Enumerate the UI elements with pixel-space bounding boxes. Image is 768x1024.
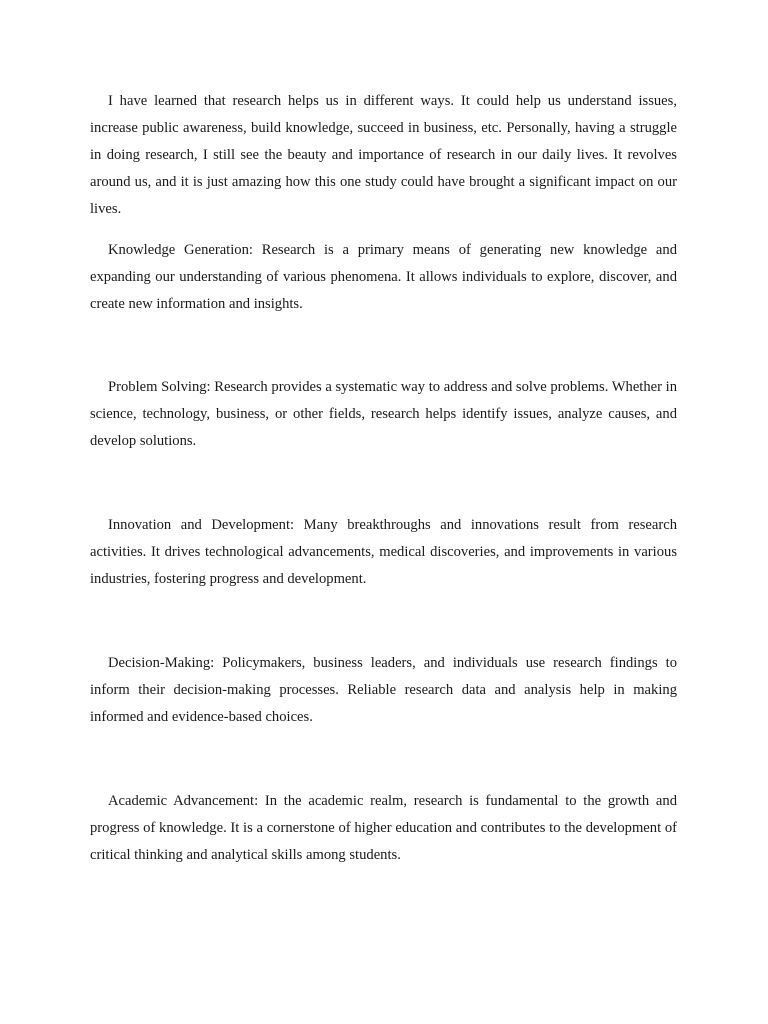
intro-paragraph: I have learned that research helps us in different ways. It could help us understand issues, increase public awareness, build knowledge, succeed in business, etc. Personally, having a struggle in doing research, I still see the beauty and importance of research in our daily lives. It revolves around us, and it is just amazing how this one study could have brought a significant impact on our lives. bbox=[90, 93, 677, 217]
knowledge-generation-paragraph: Knowledge Generation: Research is a primary means of generating new knowledge and expanding our understanding of various phenomena. It allows individuals to explore, discover, and create new information and insights. bbox=[90, 242, 677, 312]
innovation-development-paragraph: Innovation and Development: Many breakthroughs and innovations result from research activities. It drives technological advancements, medical discoveries, and improvements in various industries, fostering progress and development. bbox=[90, 517, 677, 587]
problem-solving-paragraph: Problem Solving: Research provides a systematic way to address and solve problems. Whether in science, technology, business, or other fields, research helps identify issues, analyze causes, and develop solutions. bbox=[90, 379, 677, 449]
academic-advancement-paragraph: Academic Advancement: In the academic realm, research is fundamental to the growth and progress of knowledge. It is a cornerstone of higher education and contributes to the development of critical thinking and analytical skills among students. bbox=[90, 793, 677, 863]
decision-making-paragraph: Decision-Making: Policymakers, business leaders, and individuals use research findings to inform their decision-making processes. Reliable research data and analysis help in making informed and evidence-based choices. bbox=[90, 655, 677, 725]
